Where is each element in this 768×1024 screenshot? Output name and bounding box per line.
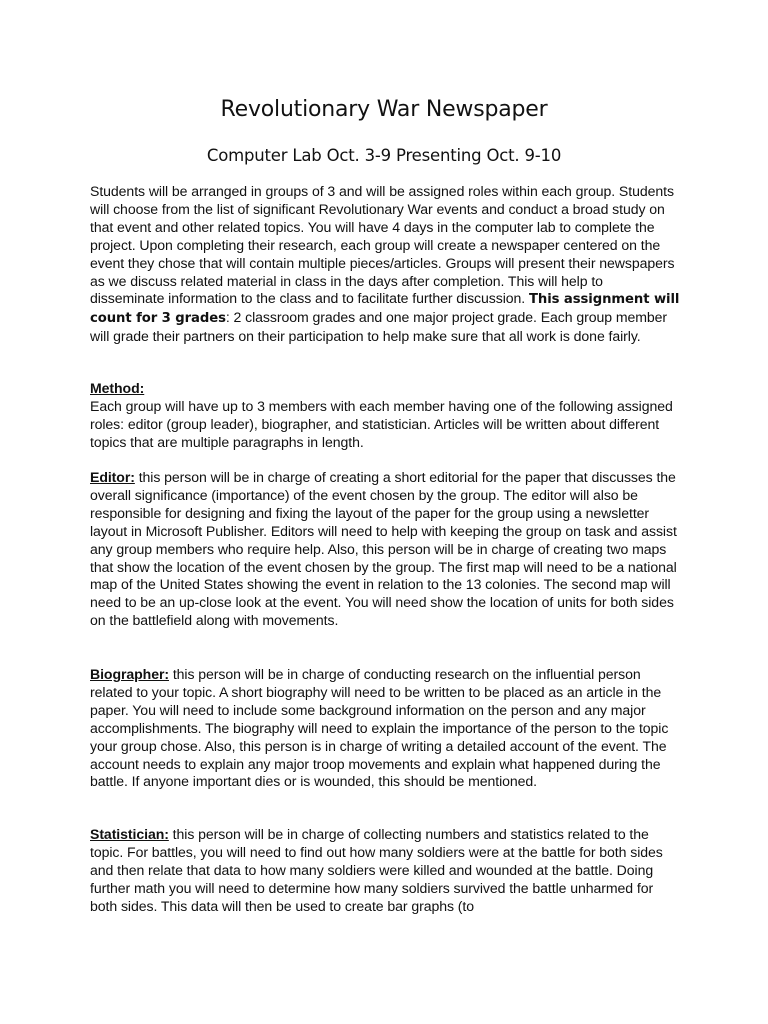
editor-section <box>90 469 680 630</box>
intro-text-after: : 2 classroom grades and one major project grade. Each group member will grade their partners on their participation to help make sure that all work is done fairly. <box>90 309 668 345</box>
statistician-section <box>90 826 680 916</box>
page-subtitle: Computer Lab Oct. 3-9 Presenting Oct. 9-10 <box>206 146 562 165</box>
method-section <box>90 380 680 452</box>
method-text: Each group will have up to 3 members with each member having one of the following assigned roles: editor (group leader), biographer, and statistician. Articles will be written about different topics that are multiple paragraphs in length. <box>90 397 673 450</box>
page-title: Revolutionary War Newspaper <box>220 97 548 122</box>
editor-heading: Editor: <box>90 469 135 485</box>
statistician-text: this person will be in charge of collecting numbers and statistics related to the topic. For battles, you will need to find out how many soldiers were at the battle for both sides and then relate that data to how many soldiers were killed and wounded at the battle. Doing further math you will need to determine how many soldiers survived the battle unharmed for both sides. This data will then be used to create bar graphs (to <box>90 826 663 914</box>
editor-text: this person will be in charge of creating a short editorial for the paper that discusses the overall significance (importance) of the event chosen by the group. The editor will also be responsible for designing and fixing the layout of the paper for the group using a newsletter layout in Microsoft Publisher. Editors will need to help with keeping the group on task and assist any group members who require help. Also, this person will be in charge of creating two maps that show the location of the event chosen by the group. The first map will need to be a national map of the United States showing the event in relation to the 13 colonies. The second map will need to be an up-close look at the event. You will need show the location of units for both sides on the battlefield along with movements. <box>90 469 677 629</box>
biographer-text: this person will be in charge of conducting research on the influential person related to your topic. A short biography will need to be written to be placed as an article in the paper. You will need to include some background information on the person and any major accomplishments. The biography will need to explain the importance of the person to the topic your group chose. Also, this person is in charge of writing a detailed account of the event. The account needs to explain any major troop movements and explain what happened during the battle. If anyone important dies or is wounded, this should be mentioned. <box>90 666 669 790</box>
intro-text-before: Students will be arranged in groups of 3 and will be assigned roles within each group. Students will choose from the list of significant Revolutionary War events and conduct a broad study on that event and other related topics. You will have 4 days in the computer lab to complete the project. Upon completing their research, each group will create a newspaper centered on the event they chose that will contain multiple pieces/articles. Groups will present their newspapers as we discuss related material in class in the days after completion. This will help to disseminate information to the class and to facilitate further discussion. <box>90 183 675 307</box>
method-heading: Method: <box>90 380 145 396</box>
grade-emphasis: This assignment will count for 3 grades <box>90 292 680 327</box>
intro-paragraph <box>90 183 680 346</box>
statistician-heading: Statistician: <box>90 826 169 842</box>
biographer-heading: Biographer: <box>90 666 169 682</box>
biographer-section <box>90 666 680 791</box>
